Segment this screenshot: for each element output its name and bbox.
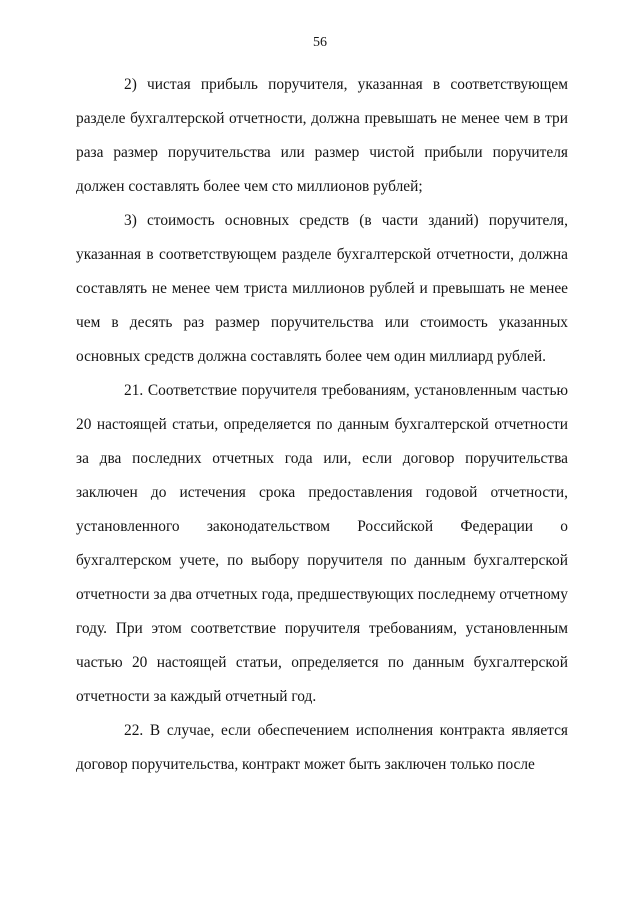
document-body — [76, 68, 568, 782]
paragraph-22: 22. В случае, если обеспечением исполнения контракта является договор поручительства, контракт может быть заключен только после — [76, 722, 568, 773]
paragraph-21: 21. Соответствие поручителя требованиям, установленным частью 20 настоящей статьи, определяется по данным бухгалтерской отчетности за два последних отчетных года или, если договор поручительства заключен до истечения срока предоставления годовой отчетности, установленного законодательством Российской Федерации о бухгалтерском учете, по выбору поручителя по данным бухгалтерской отчетности за два отчетных года, предшествующих последнему отчетному году. При этом соответствие поручителя требованиям, установленным частью 20 настоящей статьи, определяется по данным бухгалтерской отчетности за каждый отчетный год. — [76, 382, 568, 705]
paragraph-fixed-assets: 3) стоимость основных средств (в части зданий) поручителя, указанная в соответствующем разделе бухгалтерской отчетности, должна составлять не менее чем триста миллионов рублей и превышать не менее чем в десять раз размер поручительства или стоимость указанных основных средств должна составлять более чем один миллиард рублей. — [76, 212, 568, 365]
page-number: 56 — [313, 35, 327, 50]
paragraph-net-profit: 2) чистая прибыль поручителя, указанная в соответствующем разделе бухгалтерской отчетности, должна превышать не менее чем в три раза размер поручительства или размер чистой прибыли поручителя должен составлять более чем сто миллионов рублей; — [76, 76, 568, 195]
